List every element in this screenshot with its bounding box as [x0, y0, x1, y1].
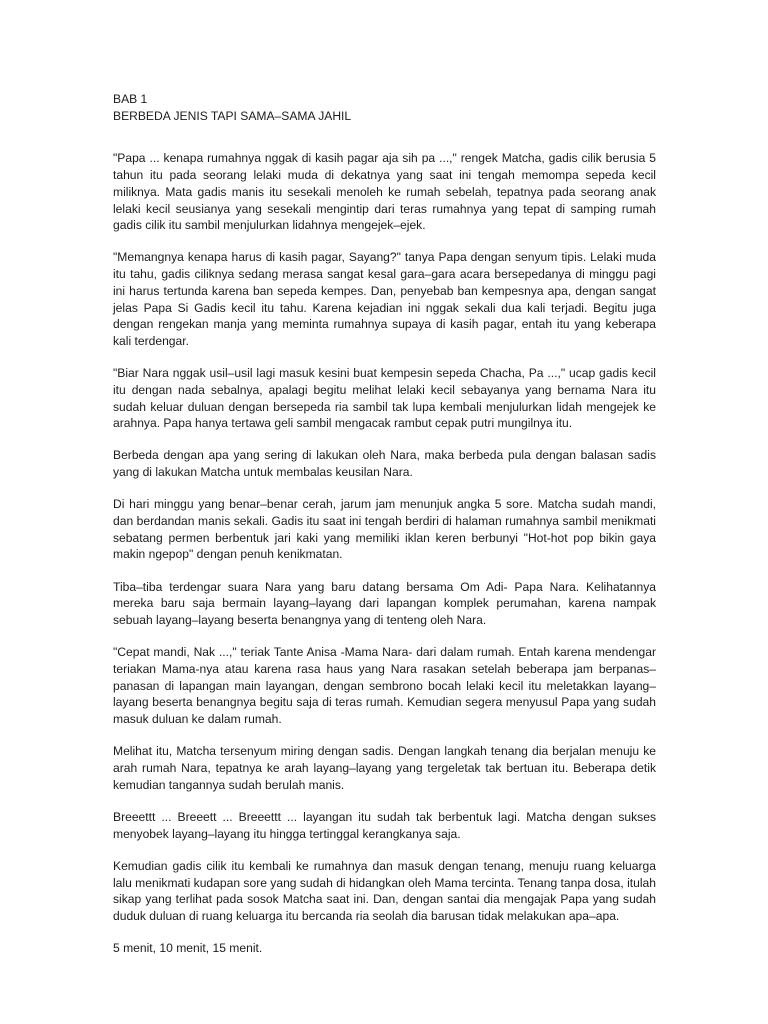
paragraph: "Biar Nara nggak usil–usil lagi masuk kesini buat kempesin sepeda Chacha, Pa ...," ucap gadis kecil itu dengan nada sebalnya, apalagi begitu melihat lelaki kecil sebayanya yang bernama Nara itu sudah keluar duluan dengan bersepeda ria sambil tak lupa kembali menjulurkan lidah mengejek ke arahnya. Papa hanya tertawa geli sambil mengacak rambut cepak putri mungilnya itu.	[113, 366, 656, 431]
chapter-heading	[113, 91, 656, 124]
paragraph: Tiba–tiba terdengar suara Nara yang baru datang bersama Om Adi- Papa Nara. Kelihatannya mereka baru saja bermain layang–layang dari lapangan komplek perumahan, karena nampak sebuah layang–layang beserta benangnya yang di tenteng oleh Nara.	[113, 579, 656, 628]
paragraph: Berbeda dengan apa yang sering di lakukan oleh Nara, maka berbeda pula dengan balasan sadis yang di lakukan Matcha untuk membalas keusilan Nara.	[113, 448, 656, 480]
paragraph: Breeettt ... Breeett ... Breeettt ... layangan itu sudah tak berbentuk lagi. Matcha dengan sukses menyobek layang–layang itu hingga tertinggal kerangkanya saja.	[113, 809, 656, 841]
chapter-title: BERBEDA JENIS TAPI SAMA–SAMA JAHIL	[113, 108, 352, 123]
paragraph: Melihat itu, Matcha tersenyum miring dengan sadis. Dengan langkah tenang dia berjalan menuju ke arah rumah Nara, tepatnya ke arah layang–layang yang tergeletak tak bertuan itu. Beberapa detik kemudian tangannya sudah berulah manis.	[113, 744, 656, 792]
paragraph: "Cepat mandi, Nak ...," teriak Tante Anisa -Mama Nara- dari dalam rumah. Entah karena mendengar teriakan Mama-nya atau karena rasa haus yang Nara rasakan setelah beberapa jam berpanas–panasan di lapangan main layangan, dengan sembrono bocah lelaki kecil itu meletakkan layang–layang beserta benangnya begitu saja di teras rumah. Kemudian segera menyusul Papa yang sudah masuk duluan ke dalam rumah.	[113, 645, 656, 727]
paragraph: "Memangnya kenapa harus di kasih pagar, Sayang?" tanya Papa dengan senyum tipis. Lelaki muda itu tahu, gadis ciliknya sedang merasa sangat kesal gara–gara acara bersepedanya di minggu pagi ini harus tertunda karena ban sepeda kempes. Dan, penyebab ban kempesnya apa, dengan sangat jelas Papa Si Gadis kecil itu tahu. Karena kejadian ini nggak sekali dua kali terjadi. Begitu juga dengan rengekan manja yang meminta rumahnya supaya di kasih pagar, entah itu yang keberapa kali terdengar.	[113, 250, 656, 348]
document-page	[113, 91, 656, 972]
chapter-label: BAB 1	[113, 92, 148, 106]
paragraph: Kemudian gadis cilik itu kembali ke rumahnya dan masuk dengan tenang, menuju ruang keluarga lalu menikmati kudapan sore yang sudah di hidangkan oleh Mama tercinta. Tenang tanpa dosa, itulah sikap yang terlihat pada sosok Matcha saat ini. Dan, dengan santai dia mengajak Papa yang sudah duduk duluan di ruang keluarga itu bercanda ria seolah dia barusan tidak melakukan apa–apa.	[113, 858, 657, 923]
paragraph: Di hari minggu yang benar–benar cerah, jarum jam menunjuk angka 5 sore. Matcha sudah mandi, dan berdandan manis sekali. Gadis itu saat ini tengah berdiri di halaman rumahnya sambil menikmati sebatang permen berbentuk jari kaki yang memiliki iklan keren berbunyi "Hot-hot pop bikin gaya makin ngepop" dengan penuh kenikmatan.	[113, 497, 656, 562]
paragraph: "Papa ... kenapa rumahnya nggak di kasih pagar aja sih pa ...," rengek Matcha, gadis cilik berusia 5 tahun itu pada seorang lelaki muda di dekatnya yang saat ini tengah memompa sepeda kecil miliknya. Mata gadis manis itu sesekali menoleh ke rumah sebelah, tepatnya pada seorang anak lelaki kecil seusianya yang sesekali mengintip dari teras rumahnya yang tepat di samping rumah gadis cilik itu sambil menjulurkan lidahnya mengejek–ejek.	[113, 151, 656, 233]
paragraph: 5 menit, 10 menit, 15 menit.	[113, 941, 263, 956]
